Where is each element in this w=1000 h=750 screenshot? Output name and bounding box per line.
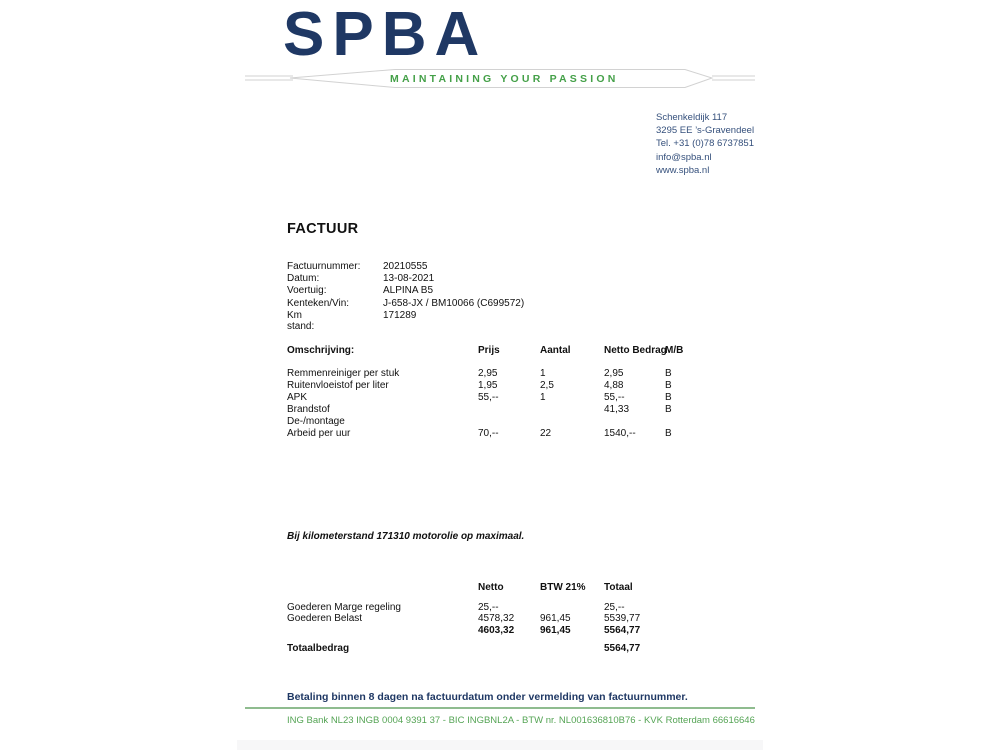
detail-label: Km stand:	[287, 309, 315, 332]
item-price: 1,95	[478, 380, 498, 391]
totals-net: 25,--	[478, 602, 499, 613]
totals-net: 4578,32	[478, 613, 515, 625]
item-mb: B	[665, 380, 672, 391]
col-header-netto-bedrag: Netto Bedrag	[604, 345, 667, 356]
page-bottom-bar	[237, 740, 763, 750]
footer-divider	[245, 707, 755, 709]
company-tagline: MAINTAINING YOUR PASSION	[390, 73, 619, 85]
payment-terms: Betaling binnen 8 dagen na factuurdatum onder vermelding van factuurnummer.	[287, 691, 688, 703]
totals-row-belast	[287, 613, 707, 624]
item-description: Remmenreiniger per stuk	[287, 368, 400, 379]
table-row	[287, 392, 707, 404]
table-row	[287, 380, 707, 392]
detail-value: ALPINA B5	[383, 285, 434, 297]
detail-value: 20210555	[383, 261, 428, 272]
col-header-aantal: Aantal	[540, 345, 571, 356]
totals-total: 25,--	[604, 602, 625, 613]
item-net: 41,33	[604, 404, 630, 415]
company-address-block	[656, 111, 754, 177]
kilometer-note: Bij kilometerstand 171310 motorolie op maximaal.	[287, 531, 525, 542]
grand-total-value: 5564,77	[604, 643, 641, 654]
company-logo: SPBA	[283, 0, 488, 69]
detail-label: Datum:	[287, 273, 320, 285]
item-price: 70,--	[478, 428, 499, 439]
detail-value: J-658-JX / BM10066 (C699572)	[383, 297, 525, 309]
bank-details: ING Bank NL23 INGB 0004 9391 37 - BIC INGBNL2A - BTW nr. NL001636810B76 - KVK Rotterdam 66616646	[287, 715, 755, 726]
item-mb: B	[665, 392, 672, 403]
col-header-omschrijving: Omschrijving:	[287, 345, 355, 356]
address-city: 3295 EE ’s-Gravendeel	[656, 125, 755, 137]
item-qty: 22	[540, 428, 552, 439]
table-row	[287, 368, 707, 380]
item-qty: 2,5	[540, 380, 554, 391]
items-header-row	[287, 345, 707, 368]
totals-total: 5564,77	[604, 624, 641, 636]
totals-row-marge	[287, 602, 707, 613]
totals-vat: 961,45	[540, 624, 571, 636]
item-net: 55,--	[604, 392, 625, 403]
item-description: APK	[287, 392, 308, 403]
totals-vat: 961,45	[540, 613, 571, 625]
items-table	[287, 345, 707, 440]
detail-value: 13-08-2021	[383, 273, 435, 285]
item-net: 4,88	[604, 380, 624, 391]
detail-label: Factuurnummer:	[287, 261, 361, 272]
address-street: Schenkeldijk 117	[656, 112, 728, 123]
table-row	[287, 404, 707, 416]
item-price: 2,95	[478, 368, 498, 379]
invoice-title: FACTUUR	[287, 221, 359, 237]
totals-net: 4603,32	[478, 624, 515, 636]
totals-label: Goederen Belast	[287, 613, 363, 625]
address-email: info@spba.nl	[656, 151, 712, 163]
address-website: www.spba.nl	[656, 164, 710, 176]
item-qty: 1	[540, 392, 546, 403]
item-mb: B	[665, 428, 672, 439]
item-description: Ruitenvloeistof per liter	[287, 380, 389, 391]
item-mb: B	[665, 404, 672, 415]
tagline-banner	[245, 68, 755, 90]
item-net: 2,95	[604, 368, 624, 379]
col-header-btw: BTW 21%	[540, 582, 586, 593]
col-header-netto: Netto	[478, 582, 504, 593]
col-header-totaal: Totaal	[604, 582, 633, 593]
item-net: 1540,--	[604, 428, 636, 439]
table-row	[287, 428, 707, 440]
item-qty: 1	[540, 368, 546, 379]
col-header-mb: M/B	[665, 345, 684, 356]
item-price: 55,--	[478, 392, 499, 403]
totals-header-row	[287, 582, 707, 602]
address-phone: Tel. +31 (0)78 6737851	[656, 138, 754, 150]
item-description: Brandstof	[287, 404, 330, 415]
totals-label: Goederen Marge regeling	[287, 602, 401, 613]
grand-total-label: Totaalbedrag	[287, 643, 350, 654]
item-description: Arbeid per uur	[287, 428, 351, 439]
table-row	[287, 416, 707, 428]
item-mb: B	[665, 368, 672, 379]
item-description: De-/montage	[287, 416, 345, 427]
totals-row-sum	[287, 625, 707, 636]
detail-value: 171289	[383, 309, 417, 321]
detail-label: Voertuig:	[287, 285, 327, 297]
col-header-prijs: Prijs	[478, 345, 500, 356]
totals-total: 5539,77	[604, 613, 641, 625]
detail-label: Kenteken/Vin:	[287, 297, 350, 309]
totals-table	[287, 582, 707, 636]
